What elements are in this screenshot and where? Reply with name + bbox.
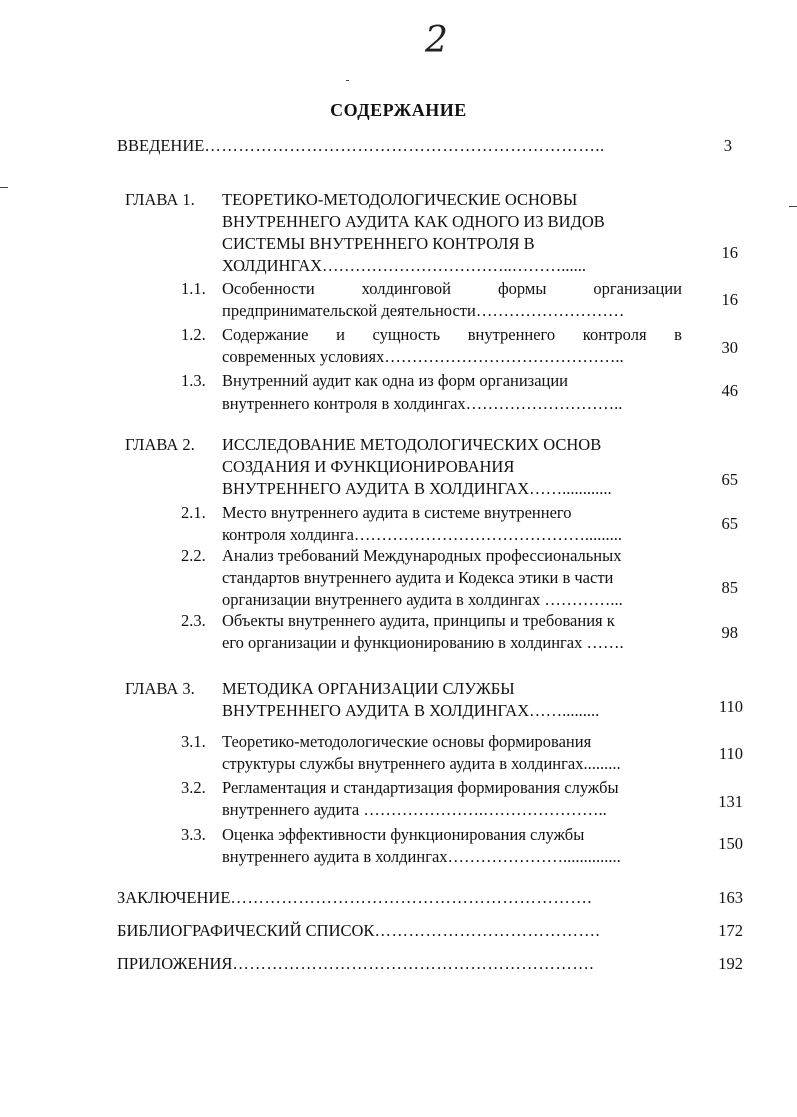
toc-entry-conclusion[interactable] xyxy=(117,887,592,909)
section-title-line: предпринимательской деятельности……………………… xyxy=(222,301,625,320)
section-number: 3.2. xyxy=(181,778,206,797)
chapter-title-line: МЕТОДИКА ОРГАНИЗАЦИИ СЛУЖБЫ xyxy=(222,679,515,698)
section-title-line: Внутренний аудит как одна из форм организации xyxy=(222,371,569,390)
chapter-title-line: ВНУТРЕННЕГО АУДИТА В ХОЛДИНГАХ……......... xyxy=(222,701,600,720)
chapter-label: ГЛАВА 3. xyxy=(125,679,195,698)
section-title-line: Регламентация и стандартизация формирования службы xyxy=(222,778,619,797)
section-title-line: организации внутреннего аудита в холдингах …………... xyxy=(222,590,623,609)
section-number: 2.3. xyxy=(181,611,206,630)
word: холдинговой xyxy=(361,279,451,298)
word: формы xyxy=(497,279,547,298)
section-number: 3.3. xyxy=(181,825,206,844)
toc-page-number: 172 xyxy=(718,921,743,940)
section-number: 1.1. xyxy=(181,279,206,298)
chapter-title-line: СОЗДАНИЯ И ФУНКЦИОНИРОВАНИЯ xyxy=(222,457,515,476)
toc-entry-bibliography[interactable] xyxy=(117,920,600,942)
section-title-line: Объекты внутреннего аудита, принципы и требования к xyxy=(222,611,615,630)
leader-dots: …………………………………. xyxy=(374,921,601,940)
section-title-line xyxy=(222,278,682,300)
section-title-line: внутреннего аудита в холдингах………………….............. xyxy=(222,847,621,866)
toc-page-number: 150 xyxy=(718,834,743,853)
chapter-title-line: ТЕОРЕТИКО-МЕТОДОЛОГИЧЕСКИЕ ОСНОВЫ xyxy=(222,190,578,209)
toc-page-number: 110 xyxy=(718,744,743,763)
toc-page-number: 192 xyxy=(718,954,743,973)
toc-entry-text: БИБЛИОГРАФИЧЕСКИЙ СПИСОК xyxy=(117,921,375,940)
word: в xyxy=(674,325,682,344)
toc-page-number: 65 xyxy=(721,514,738,533)
page-title: СОДЕРЖАНИЕ xyxy=(330,100,467,120)
section-title-line: современных условиях…………………………………….. xyxy=(222,347,624,366)
toc-page-number: 16 xyxy=(721,243,738,262)
toc-page-number: 46 xyxy=(721,381,738,400)
chapter-title-line: ИССЛЕДОВАНИЕ МЕТОДОЛОГИЧЕСКИХ ОСНОВ xyxy=(222,435,602,454)
section-title-line: структуры службы внутреннего аудита в холдингах......... xyxy=(222,754,621,773)
scan-mark xyxy=(789,206,797,207)
toc-entry-text: ЗАКЛЮЧЕНИЕ xyxy=(117,888,231,907)
toc-page-number: 110 xyxy=(718,697,743,716)
word: контроля xyxy=(582,325,647,344)
section-number: 2.2. xyxy=(181,546,206,565)
chapter-title-line: ХОЛДИНГАХ……………………………..………...... xyxy=(222,256,587,275)
word: Содержание xyxy=(222,325,309,344)
word: Особенности xyxy=(222,279,315,298)
section-title-line: его организации и функционированию в холдингах ……. xyxy=(222,633,624,652)
scan-mark xyxy=(0,187,8,188)
word: сущность xyxy=(372,325,441,344)
chapter-title-line: СИСТЕМЫ ВНУТРЕННЕГО КОНТРОЛЯ В xyxy=(222,234,535,253)
section-title-line: Теоретико-методологические основы формирования xyxy=(222,732,592,751)
section-number: 1.2. xyxy=(181,325,206,344)
section-title-line xyxy=(222,324,682,346)
leader-dots: ………………………………………………………. xyxy=(230,888,593,907)
leader-dots: …………………………………………………………….. xyxy=(204,136,605,155)
section-title-line: контроля холдинга……………………………………......... xyxy=(222,525,623,544)
section-title-line: Анализ требований Международных профессиональных xyxy=(222,546,622,565)
toc-page-number: 85 xyxy=(721,578,738,597)
section-number: 1.3. xyxy=(181,371,206,390)
toc-page-number: 3 xyxy=(723,136,732,155)
toc-page-number: 98 xyxy=(721,623,738,642)
section-title-line: стандартов внутреннего аудита и Кодекса этики в части xyxy=(222,568,614,587)
toc-entry-intro[interactable] xyxy=(117,135,605,157)
leader-dots: ………………………………………………………. xyxy=(232,954,595,973)
toc-entry-text: ВВЕДЕНИЕ xyxy=(117,136,205,155)
toc-page-number: 16 xyxy=(721,290,738,309)
toc-entry-appendices[interactable] xyxy=(117,953,594,975)
chapter-label: ГЛАВА 1. xyxy=(125,190,195,209)
chapter-title-line: ВНУТРЕННЕГО АУДИТА В ХОЛДИНГАХ……............ xyxy=(222,479,612,498)
section-title-line: внутреннего контроля в холдингах……………………….. xyxy=(222,394,623,413)
toc-entry-text: ПРИЛОЖЕНИЯ xyxy=(117,954,233,973)
section-title-line: внутреннего аудита ………………….………………….. xyxy=(222,800,607,819)
handwritten-page-number: 2 xyxy=(425,20,448,61)
scan-mark xyxy=(346,80,349,81)
word: внутреннего xyxy=(467,325,556,344)
chapter-label: ГЛАВА 2. xyxy=(125,435,195,454)
toc-page-number: 163 xyxy=(718,888,743,907)
word: организации xyxy=(593,279,682,298)
section-title-line: Место внутреннего аудита в системе внутреннего xyxy=(222,503,572,522)
section-title-line: Оценка эффективности функционирования службы xyxy=(222,825,585,844)
word: и xyxy=(336,325,345,344)
chapter-title-line: ВНУТРЕННЕГО АУДИТА КАК ОДНОГО ИЗ ВИДОВ xyxy=(222,212,605,231)
section-number: 2.1. xyxy=(181,503,206,522)
section-number: 3.1. xyxy=(181,732,206,751)
toc-page-number: 30 xyxy=(721,338,738,357)
toc-page-number: 65 xyxy=(721,470,738,489)
toc-page-number: 131 xyxy=(718,792,743,811)
